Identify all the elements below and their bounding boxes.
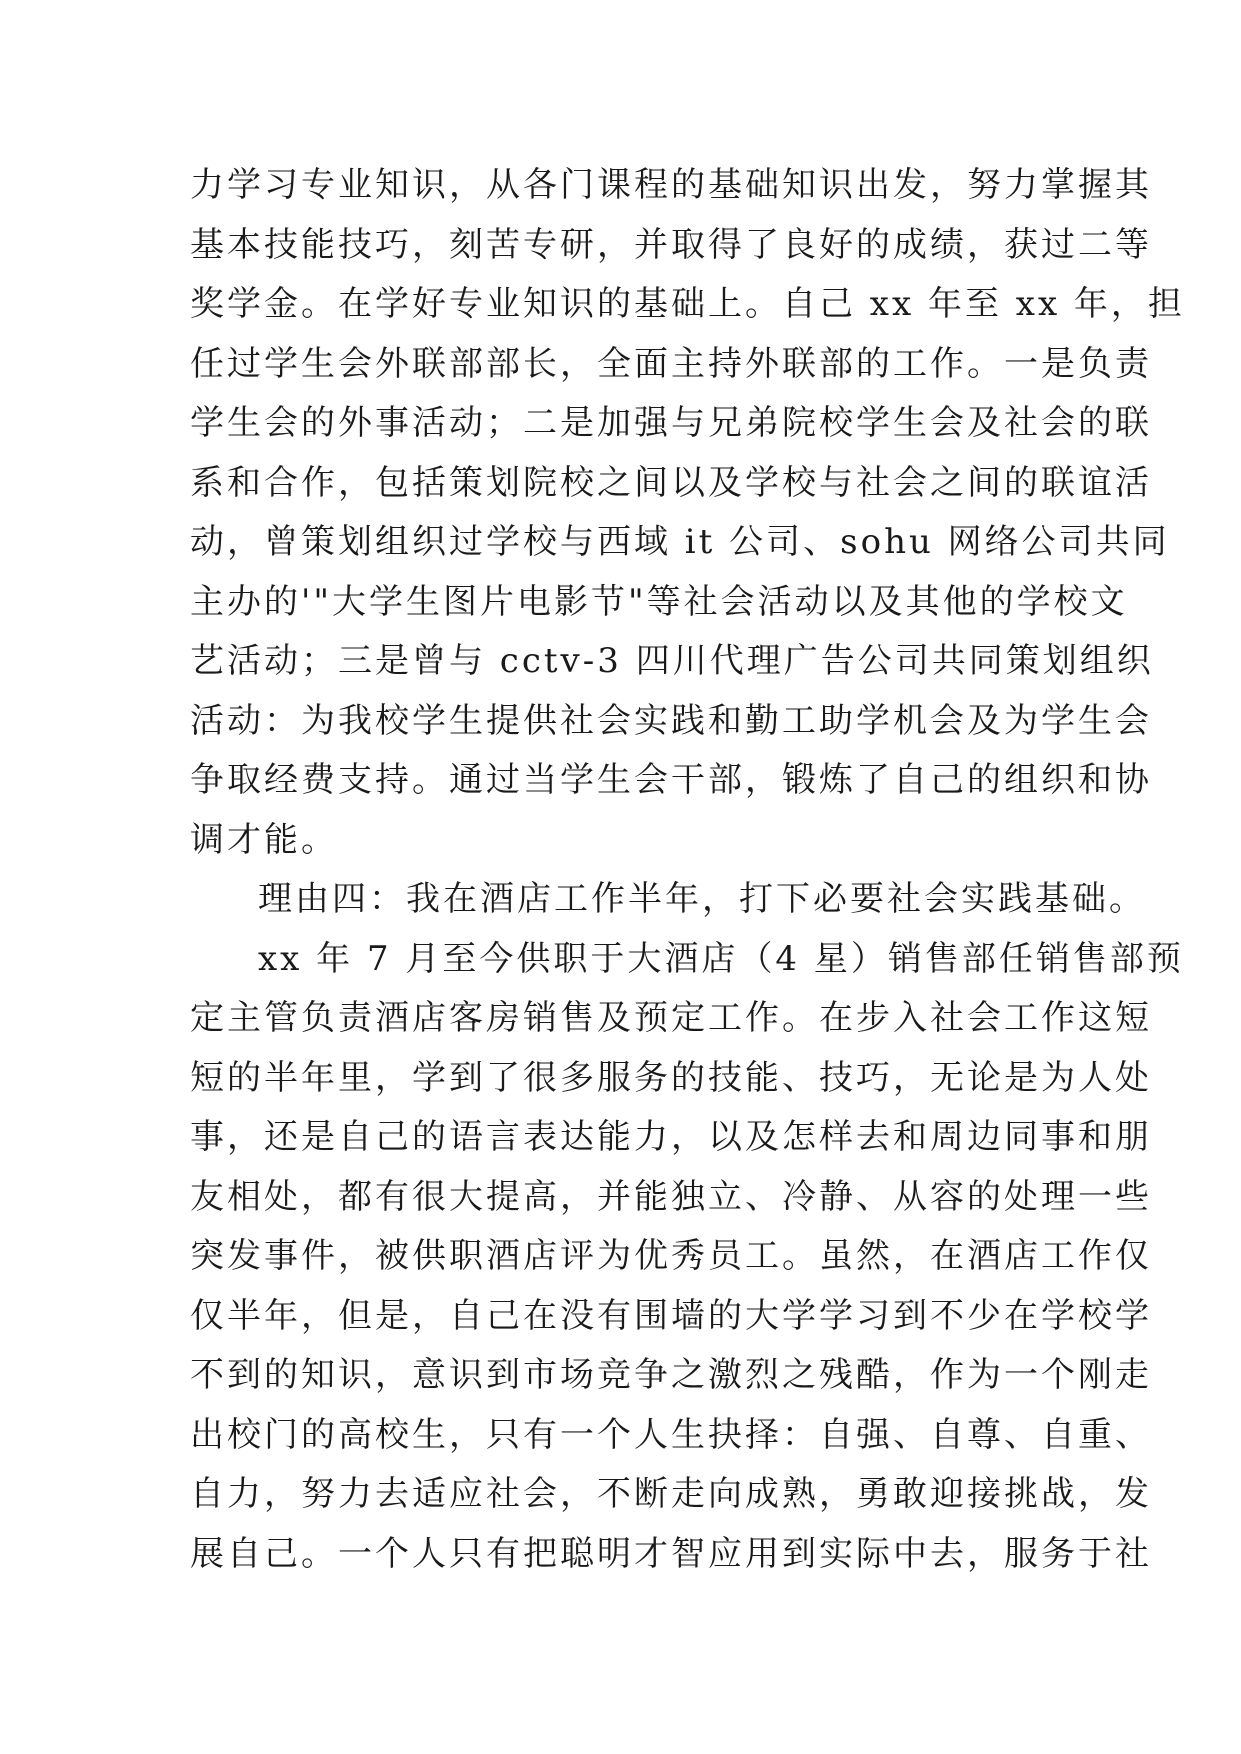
text-line: 基本技能技巧，刻苦专研，并取得了良好的成绩，获过二等 [190,224,1152,265]
text-line: 自力，努力去适应社会，不断走向成熟，勇敢迎接挑战，发 [190,1474,1152,1514]
text-line: 活动：为我校学生提供社会实践和勤工助学机会及为学生会 [190,700,1152,741]
text-line: 出校门的高校生，只有一个人生抉择：自强、自尊、自重、 [190,1414,1152,1455]
text-line: 展自己。一个人只有把聪明才智应用到实际中去，服务于社 [190,1533,1152,1574]
text-line: xx 年 7 月至今供职于大酒店（4 星）销售部任销售部预 [258,938,1184,979]
text-line: 系和合作，包括策划院校之间以及学校与社会之间的联谊活 [190,462,1152,503]
text-line: 定主管负责酒店客房销售及预定工作。在步入社会工作这短 [190,998,1152,1038]
text-line: 学生会的外事活动；二是加强与兄弟院校学生会及社会的联 [190,403,1152,443]
text-line: 争取经费支持。通过当学生会干部，锻炼了自己的组织和协 [190,760,1152,800]
text-line: 任过学生会外联部部长，全面主持外联部的工作。一是负责 [190,343,1152,384]
text-line: 不到的知识，意识到市场竞争之激烈之残酷，作为一个刚走 [190,1355,1152,1395]
text-line: 力学习专业知识，从各门课程的基础知识出发，努力掌握其 [190,165,1152,205]
document-body [190,156,1185,1584]
text-line: 短的半年里，学到了很多服务的技能、技巧，无论是为人处 [190,1057,1152,1098]
text-line: 调才能。 [190,819,338,860]
text-line: 仅半年，但是，自己在没有围墙的大学学习到不少在学校学 [190,1295,1152,1336]
text-line: 艺活动；三是曾与 cctv-3 四川代理广告公司共同策划组织 [190,641,1154,681]
text-line: 突发事件，被供职酒店评为优秀员工。虽然，在酒店工作仅 [190,1236,1152,1276]
text-line: 动，曾策划组织过学校与西域 it 公司、sohu 网络公司共同 [190,522,1170,562]
text-line: 奖学金。在学好专业知识的基础上。自己 xx 年至 xx 年，担 [190,284,1185,324]
text-line: 主办的'"大学生图片电影节"等社会活动以及其他的学校文 [190,581,1128,622]
text-line: 友相处，都有很大提高，并能独立、冷静、从容的处理一些 [190,1176,1152,1217]
text-line: 事，还是自己的语言表达能力，以及怎样去和周边同事和朋 [190,1117,1152,1157]
section-heading: 理由四：我在酒店工作半年，打下必要社会实践基础。 [258,879,1146,919]
